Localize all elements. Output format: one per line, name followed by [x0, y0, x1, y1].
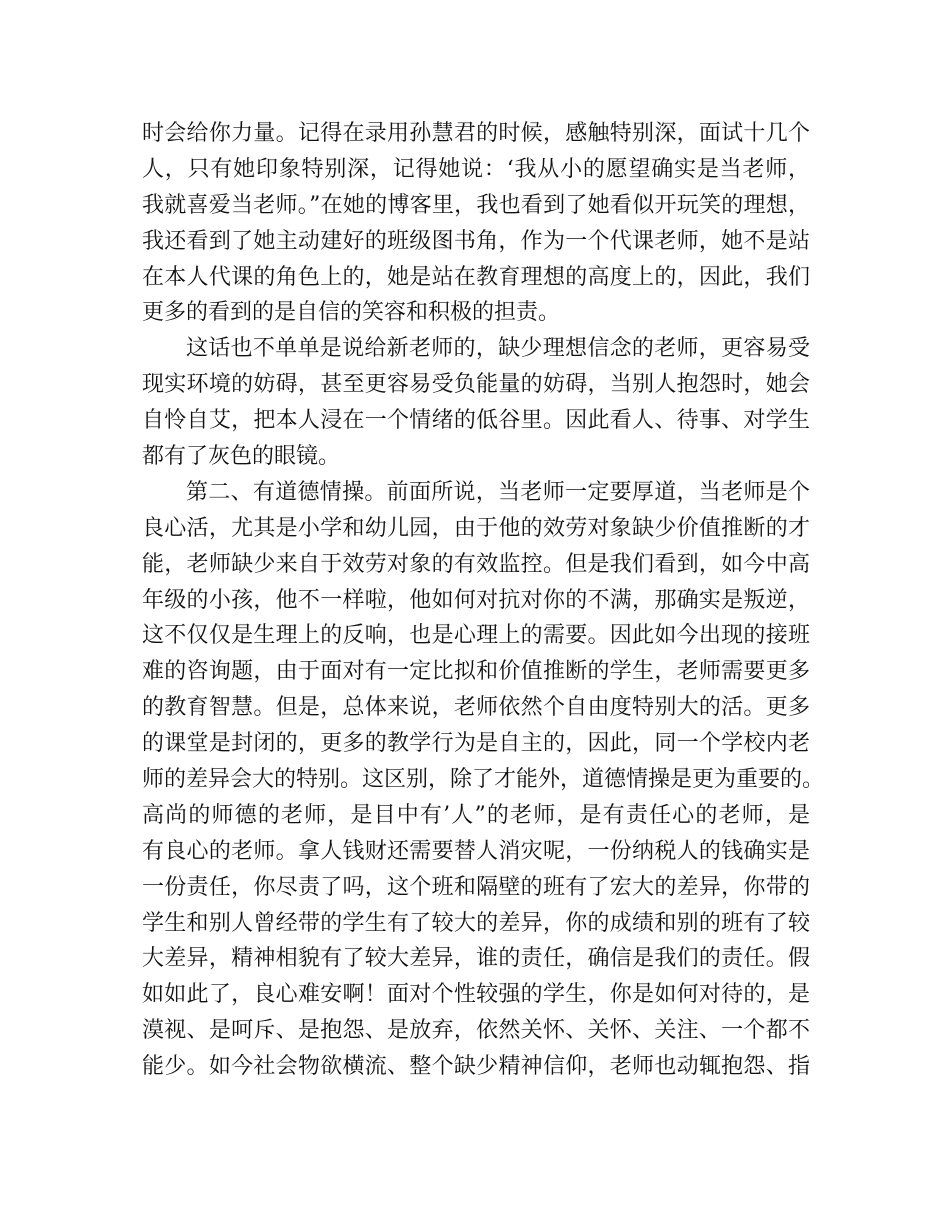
text-line: 难的咨询题，由于面对有一定比拟和价值推断的学生，老师需要更多 [142, 659, 810, 685]
text-line: 这话也不单单是说给新老师的，缺少理想信念的老师，更容易受 [186, 336, 810, 362]
text-line: 漠视、是呵斥、是抱怨、是放弃，依然关怀、关怀、关注、一个都不 [142, 1018, 810, 1044]
text-line: 大差异，精神相貌有了较大差异，谁的责任，确信是我们的责任。假 [142, 946, 810, 972]
text-line: 更多的看到的是自信的笑容和积极的担责。 [142, 300, 561, 326]
text-line: 学生和别人曾经带的学生有了较大的差异，你的成绩和别的班有了较 [142, 910, 810, 936]
text-line: 这不仅仅是生理上的反响，也是心理上的需要。因此如今出现的接班 [142, 623, 810, 649]
text-line: 一份责任，你尽责了吗，这个班和隔壁的班有了宏大的差异，你带的 [142, 874, 810, 900]
text-line: 良心活，尤其是小学和幼儿园，由于他的效劳对象缺少价值推断的才 [142, 515, 810, 541]
body-text [142, 116, 825, 1085]
text-line: 如如此了，良心难安啊！面对个性较强的学生，你是如何对待的，是 [142, 982, 810, 1008]
text-line: 能，老师缺少来自于效劳对象的有效监控。但是我们看到，如今中高 [142, 551, 810, 577]
text-line: 现实环境的妨碍，甚至更容易受负能量的妨碍，当别人抱怨时，她会 [142, 372, 810, 398]
text-line: 的教育智慧。但是，总体来说，老师依然个自由度特别大的活。更多 [142, 695, 810, 721]
text-line: 年级的小孩，他不一样啦，他如何对抗对你的不满，那确实是叛逆， [142, 587, 810, 613]
text-line: 在本人代课的角色上的，她是站在教育理想的高度上的，因此，我们 [142, 264, 810, 290]
text-line: 时会给你力量。记得在录用孙慧君的时候，感触特别深，面试十几个 [142, 121, 810, 146]
text-line: 我还看到了她主动建好的班级图书角，作为一个代课老师，她不是站 [142, 228, 810, 254]
text-line: 的课堂是封闭的，更多的教学行为是自主的，因此，同一个学校内老 [142, 731, 810, 757]
text-line: 师的差异会大的特别。这区别，除了才能外，道德情操是更为重要的。 [142, 767, 825, 793]
text-line: 第二、有道德情操。前面所说，当老师一定要厚道，当老师是个 [186, 479, 810, 505]
text-line: 人，只有她印象特别深，记得她说：‘我从小的愿望确实是当老师， [142, 156, 810, 182]
text-line: 能少。如今社会物欲横流、整个缺少精神信仰，老师也动辄抱怨、指 [142, 1054, 810, 1080]
text-line: 有良心的老师。拿人钱财还需要替人消灾呢，一份纳税人的钱确实是 [142, 838, 810, 864]
text-line: 自怜自艾，把本人浸在一个情绪的低谷里。因此看人、待事、对学生 [142, 408, 810, 434]
text-line: 我就喜爱当老师。”在她的博客里，我也看到了她看似开玩笑的理想， [142, 192, 810, 218]
text-line: 高尚的师德的老师，是目中有’人”的老师，是有责任心的老师，是 [142, 802, 810, 828]
text-line: 都有了灰色的眼镜。 [142, 444, 341, 470]
